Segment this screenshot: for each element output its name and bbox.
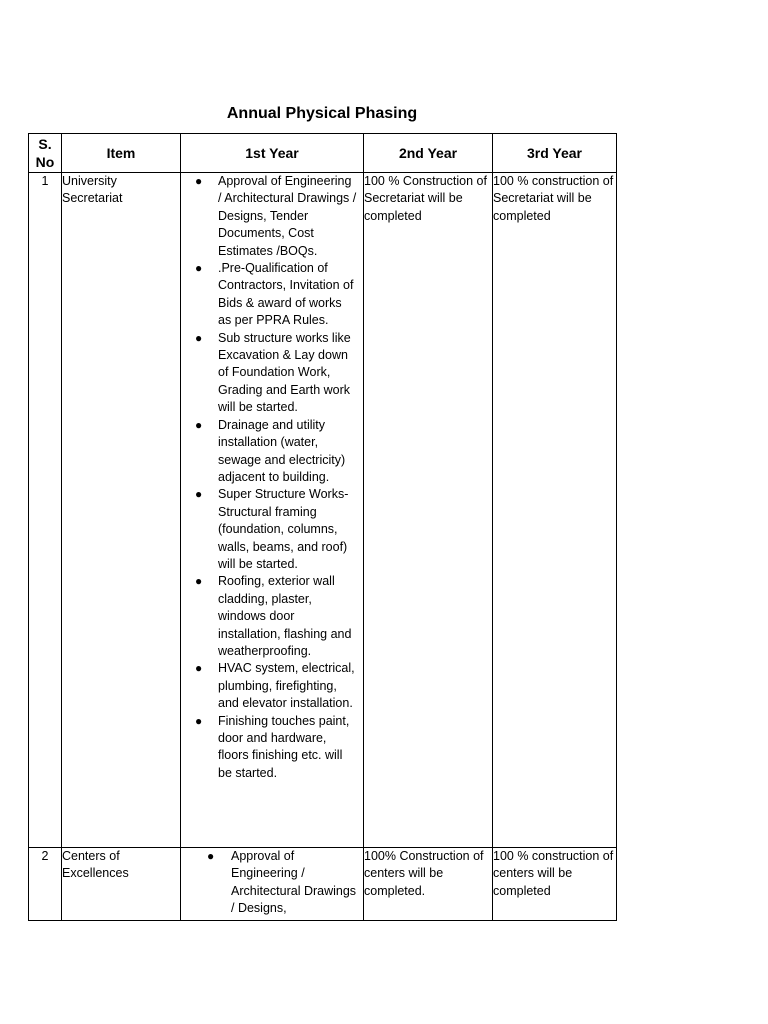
task-item: ● Roofing, exterior wall cladding, plaster, windows door installation, flashing and weatherproofing.	[195, 574, 352, 658]
row-sno: 1	[29, 173, 62, 848]
year1-task-list	[181, 848, 363, 918]
row-year1	[181, 173, 364, 848]
bullet-icon: ●	[195, 174, 203, 188]
header-year3: 3rd Year	[493, 134, 617, 173]
row-year2: 100 % Construction of Secretariat will be completed	[364, 173, 493, 848]
bullet-icon: ●	[195, 574, 203, 589]
year1-task-list	[181, 173, 363, 782]
bullet-icon: ●	[195, 261, 203, 276]
row-item: University Secretariat	[62, 173, 181, 848]
task-item: ● .Pre-Qualification of Contractors, Invitation of Bids & award of works as per PPRA Rules.	[195, 261, 354, 328]
task-item: ● Approval of Engineering / Architectural Drawings / Designs,	[207, 849, 357, 916]
task-item: ● Super Structure Works- Structural framing (foundation, columns, walls, beams, and roof) will be started.	[195, 487, 349, 571]
bullet-icon: ●	[195, 661, 203, 676]
row-year3: 100 % construction of centers will be completed	[493, 848, 617, 921]
task-item: ● HVAC system, electrical, plumbing, firefighting, and elevator installation.	[195, 661, 355, 711]
task-item: ● Finishing touches paint, door and hardware, floors finishing etc. will be started.	[195, 713, 350, 780]
phasing-table	[28, 133, 617, 921]
header-year2: 2nd Year	[364, 134, 493, 173]
header-year1: 1st Year	[181, 134, 364, 173]
bullet-icon: ●	[195, 713, 203, 728]
table-row	[29, 848, 617, 921]
bullet-icon: ●	[195, 417, 203, 432]
header-row	[29, 134, 617, 173]
task-item: ● Drainage and utility installation (water, sewage and electricity) adjacent to building.	[195, 417, 346, 484]
table-row	[29, 173, 617, 848]
row-item: Centers of Excellences	[62, 848, 181, 921]
header-item: Item	[62, 134, 181, 173]
bullet-icon: ●	[195, 330, 203, 345]
header-sno: S. No	[29, 134, 62, 173]
page-title: Annual Physical Phasing	[226, 105, 418, 122]
bullet-icon: ●	[207, 849, 215, 863]
row-sno: 2	[29, 848, 62, 921]
task-item: ● Sub structure works like Excavation & Lay down of Foundation Work, Grading and Earth work will be started.	[195, 330, 351, 415]
task-item: ● Approval of Engineering / Architectural Drawings / Designs, Tender Documents, Cost Estimates /BOQs.	[195, 174, 357, 258]
row-year3: 100 % construction of Secretariat will be completed	[493, 173, 617, 848]
bullet-icon: ●	[195, 487, 203, 502]
row-year1	[181, 848, 364, 921]
row-year2: 100% Construction of centers will be completed.	[364, 848, 493, 921]
